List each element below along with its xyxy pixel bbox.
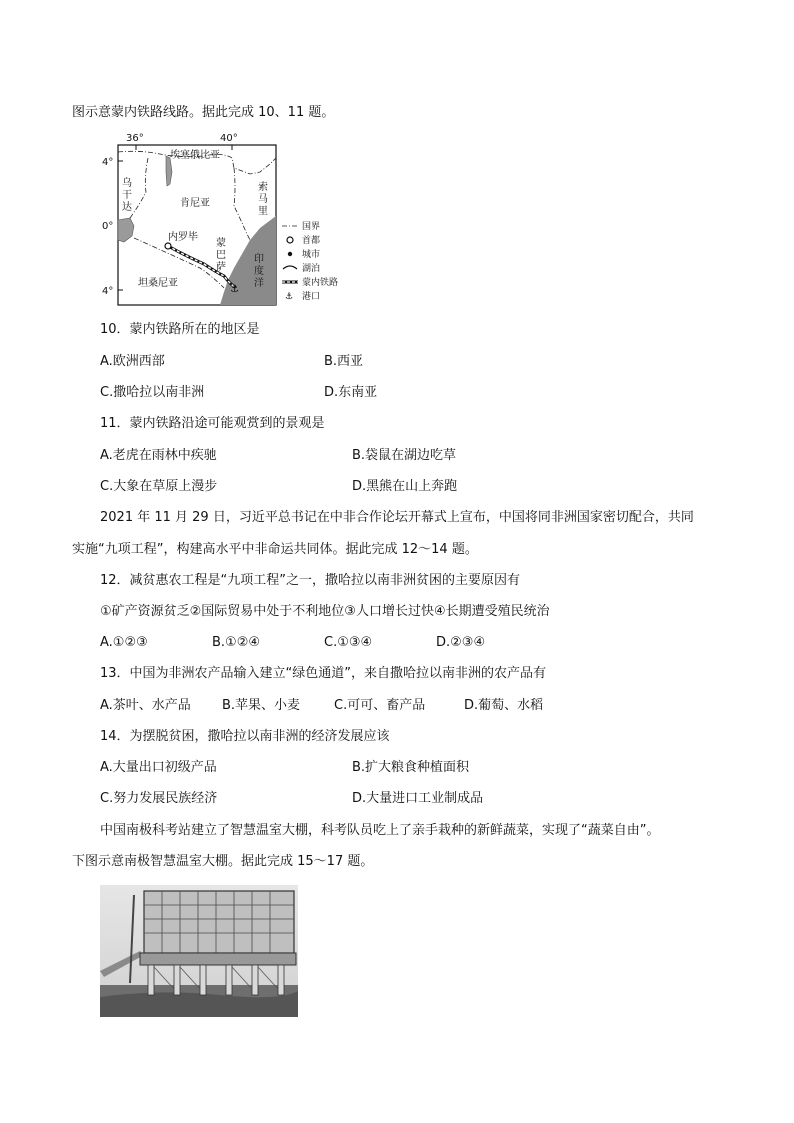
- q10-option-b[interactable]: B.西亚: [324, 354, 364, 369]
- photo-platform: [140, 953, 296, 965]
- q14-option-c[interactable]: C.努力发展民族经济: [100, 791, 218, 806]
- passage-3-line-2: 下图示意南极智慧温室大棚。据此完成 15～17 题。: [72, 854, 374, 869]
- mengnei-railway-map: [100, 128, 370, 308]
- legend-railway: 蒙内铁路: [302, 278, 339, 288]
- legend-city-icon: [288, 252, 292, 256]
- label-ocean-1: 印: [254, 254, 264, 265]
- lon-label-40: 40°: [220, 133, 238, 144]
- legend-capital-icon: [287, 237, 293, 243]
- lat-label-0: 0°: [102, 221, 114, 232]
- label-mombasa-2: 巴: [216, 250, 226, 261]
- lat-label-4n: 4°: [102, 157, 114, 168]
- q13-option-b[interactable]: B.苹果、小麦: [222, 698, 301, 713]
- q14-option-a[interactable]: A.大量出口初级产品: [100, 760, 217, 775]
- label-ocean-3: 洋: [254, 278, 264, 289]
- photo-greenhouse-body: [144, 891, 294, 953]
- q11-option-c[interactable]: C.大象在草原上漫步: [100, 479, 218, 494]
- q10-stem: 10．蒙内铁路所在的地区是: [100, 322, 260, 337]
- q14-option-b[interactable]: B.扩大粮食种植面积: [352, 760, 470, 775]
- capital-icon: [165, 243, 171, 249]
- q13-stem: 13．中国为非洲农产品输入建立“绿色通道”，来自撒哈拉以南非洲的农产品有: [100, 666, 547, 681]
- greenhouse-photo: [100, 885, 298, 1017]
- q11-stem: 11．蒙内铁路沿途可能观赏到的景观是: [100, 416, 325, 431]
- legend-border: 国界: [302, 222, 321, 232]
- intro-text: 图示意蒙内铁路线路。据此完成 10、11 题。: [72, 105, 335, 120]
- label-mombasa-3: 萨: [216, 262, 226, 273]
- label-ethiopia: 埃塞俄比亚: [170, 150, 220, 161]
- border-somalia: [234, 168, 250, 240]
- q12-stem: 12．减贫惠农工程是“九项工程”之一，撒哈拉以南非洲贫困的主要原因有: [100, 573, 521, 588]
- lon-label-36: 36°: [126, 133, 144, 144]
- passage-3-line-1: 中国南极科考站建立了智慧温室大棚，科考队员吃上了亲手栽种的新鲜蔬菜，实现了“蔬菜自由”。: [100, 823, 660, 838]
- label-tanzania: 坦桑尼亚: [138, 278, 178, 289]
- q11-option-a[interactable]: A.老虎在雨林中疾驰: [100, 448, 217, 463]
- label-somalia-3: 里: [258, 206, 268, 217]
- label-uganda-3: 达: [122, 202, 132, 213]
- legend-port-icon: ⚓: [285, 292, 294, 302]
- q10-option-d[interactable]: D.东南亚: [324, 385, 378, 400]
- q14-stem: 14．为摆脱贫困，撒哈拉以南非洲的经济发展应该: [100, 729, 390, 744]
- legend-port: 港口: [302, 292, 321, 302]
- lat-label-4s: 4°: [102, 286, 114, 297]
- q14-option-d[interactable]: D.大量进口工业制成品: [352, 791, 484, 806]
- anchor-icon: ⚓: [230, 284, 239, 295]
- passage-2-line-1: 2021 年 11 月 29 日，习近平总书记在中非合作论坛开幕式上宣布，中国将同非洲国家密切配合，共同: [100, 510, 694, 525]
- q12-option-c[interactable]: C.①③④: [324, 635, 373, 650]
- legend-lake: 湖泊: [302, 264, 321, 274]
- q12-items: ①矿产资源贫乏②国际贸易中处于不利地位③人口增长过快④长期遭受殖民统治: [100, 604, 550, 619]
- label-somalia-2: 马: [258, 194, 268, 205]
- label-kenya: 肯尼亚: [180, 198, 210, 209]
- lake-victoria: [118, 218, 134, 242]
- label-nairobi: 内罗毕: [168, 232, 198, 243]
- legend-city: 城市: [302, 250, 321, 260]
- q13-option-c[interactable]: C.可可、畜产品: [334, 698, 426, 713]
- passage-2-line-2: 实施“九项工程”，构建高水平中非命运共同体。据此完成 12～14 题。: [72, 542, 478, 557]
- legend-lake-icon: [283, 266, 297, 269]
- label-uganda-1: 乌: [122, 178, 132, 189]
- q12-option-a[interactable]: A.①②③: [100, 635, 148, 650]
- q11-option-b[interactable]: B.袋鼠在湖边吃草: [352, 448, 457, 463]
- q12-option-b[interactable]: B.①②④: [212, 635, 261, 650]
- q10-option-a[interactable]: A.欧洲西部: [100, 354, 165, 369]
- border-uganda: [130, 158, 148, 218]
- q13-option-a[interactable]: A.茶叶、水产品: [100, 698, 191, 713]
- legend-capital: 首都: [302, 236, 321, 246]
- q11-option-d[interactable]: D.黑熊在山上奔跑: [352, 479, 458, 494]
- q13-option-d[interactable]: D.葡萄、水稻: [464, 698, 544, 713]
- indian-ocean: [220, 216, 276, 305]
- label-uganda-2: 干: [122, 190, 132, 201]
- q10-option-c[interactable]: C.撒哈拉以南非洲: [100, 385, 205, 400]
- q12-option-d[interactable]: D.②③④: [436, 635, 486, 650]
- label-somalia-1: 索: [258, 182, 268, 193]
- label-ocean-2: 度: [254, 266, 264, 277]
- label-mombasa-1: 蒙: [216, 238, 226, 249]
